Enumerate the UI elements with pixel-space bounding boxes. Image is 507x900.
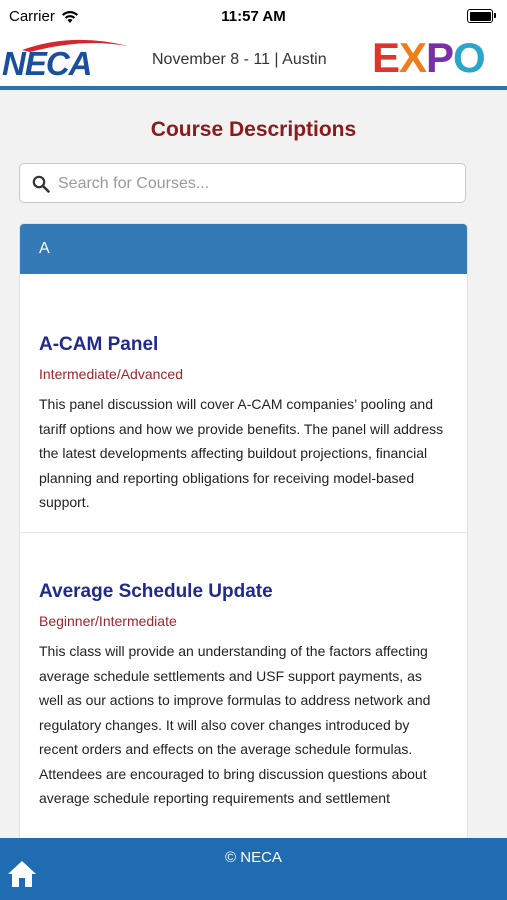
course-level: Intermediate/Advanced	[39, 366, 183, 382]
course-list	[19, 223, 468, 838]
course-item[interactable]	[20, 533, 467, 811]
footer-bar	[0, 838, 507, 900]
expo-logo	[372, 34, 485, 82]
course-item[interactable]	[20, 274, 467, 533]
event-info: November 8 - 11 | Austin	[152, 51, 327, 68]
main-content	[0, 90, 507, 838]
expo-letter: P	[426, 34, 454, 81]
course-level: Beginner/Intermediate	[39, 613, 177, 629]
course-name: A-CAM Panel	[39, 334, 159, 355]
logo-text: NECA	[2, 45, 92, 82]
expo-letter: X	[399, 34, 427, 81]
carrier-label: Carrier	[9, 8, 55, 25]
search-input[interactable]	[56, 170, 450, 198]
app-banner	[0, 32, 507, 90]
clock: 11:57 AM	[221, 8, 286, 25]
course-description: This panel discussion will cover A-CAM companies’ pooling and tariff options and how we provide benefits. The panel will address the latest developments affecting buildout projections, financial planning and reporting obligations for receiving model-based support.	[39, 396, 444, 510]
copyright-text: © NECA	[225, 849, 282, 866]
battery-icon	[467, 9, 493, 23]
search-icon	[32, 175, 50, 193]
expo-letter: O	[453, 34, 485, 81]
course-description: This class will provide an understanding of the factors affecting average schedule settlements and USF support payments, as well as our actions to improve formulas to address network and regulatory changes. It will also cover changes introduced by recent orders and effects on the average schedule formulas. Attendees are encouraged to bring discussion questions about average schedule reporting requirements and settlement	[39, 643, 431, 806]
search-bar[interactable]	[19, 163, 466, 203]
neca-logo[interactable]	[2, 36, 130, 82]
page-title: Course Descriptions	[150, 118, 357, 141]
expo-letter: E	[372, 34, 400, 81]
status-bar	[0, 0, 507, 32]
section-header-a: A	[20, 224, 467, 274]
course-name: Average Schedule Update	[39, 581, 273, 602]
